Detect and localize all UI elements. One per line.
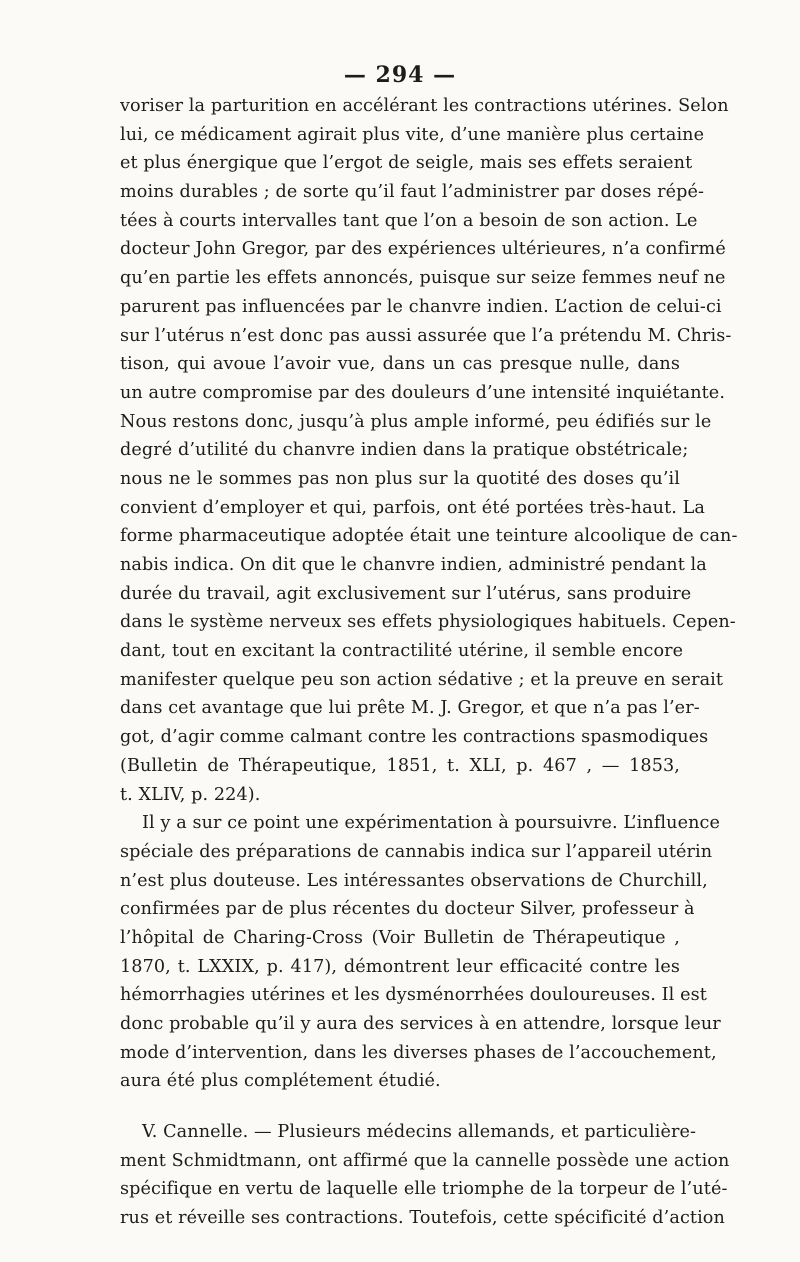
text-line: tison, qui avoue l’avoir vue, dans un cas presque nulle, dans [120,354,680,375]
text-line: voriser la parturition en accélérant les contractions utérines. Selon [120,96,729,116]
section-gap [120,1096,680,1118]
text-line: l’hôpital de Charing-Cross (Voir Bulletin de Thérapeutique , [120,927,680,948]
text-line: qu’en partie les effets annoncés, puisque sur seize femmes neuf ne [120,268,726,289]
text-line: (Bulletin de Thérapeutique, 1851, t. XLI, p. 467 , — 1853, [120,755,680,776]
text-line: donc probable qu’il y aura des services à en attendre, lorsque leur [120,1014,721,1034]
text-line: docteur John Gregor, par des expériences ultérieures, n’a confirmé [120,239,726,260]
text-line: durée du travail, agit exclusivement sur l’utérus, sans produire [120,583,692,604]
text-line: t. XLIV, p. 224). [120,784,261,805]
text-line: forme pharmaceutique adoptée était une teinture alcoolique de can- [120,526,738,547]
text-line: parurent pas influencées par le chanvre indien. L’action de celui-ci [120,296,722,317]
text-line: dans le système nerveux ses effets physiologiques habituels. Cepen- [120,612,736,633]
paragraph-3 [120,1118,730,1233]
text-line: Il y a sur ce point une expérimentation à poursuivre. L’influence [142,813,720,834]
text-line: sur l’utérus n’est donc pas aussi assurée que l’a prétendu M. Chris- [120,325,732,346]
page-body [120,92,738,1233]
text-line: spécifique en vertu de laquelle elle triomphe de la torpeur de l’uté- [120,1179,728,1200]
text-line: Nous restons donc, jusqu’à plus ample informé, peu édifiés sur le [120,411,712,432]
text-line: et plus énergique que l’ergot de seigle, mais ses effets seraient [120,153,693,174]
text-line: convient d’employer et qui, parfois, ont été portées très-haut. La [120,497,706,518]
text-line: rus et réveille ses contractions. Toutefois, cette spécificité d’action [120,1208,725,1229]
paragraph-2 [120,809,721,1096]
text-line: lui, ce médicament agirait plus vite, d’une manière plus certaine [120,124,705,145]
text-line: n’est plus douteuse. Les intéressantes observations de Churchill, [120,870,708,891]
paragraph-1 [120,92,738,809]
text-line: aura été plus complétement étudié. [120,1071,441,1092]
text-line: hémorrhagies utérines et les dysménorrhées douloureuses. Il est [120,985,707,1006]
text-line: ment Schmidtmann, ont affirmé que la cannelle possède une action [120,1150,730,1171]
text-line: spéciale des préparations de cannabis indica sur l’appareil utérin [120,841,713,862]
text-line: dant, tout en excitant la contractilité utérine, il semble encore [120,641,684,662]
text-line: mode d’intervention, dans les diverses phases de l’accouchement, [120,1042,717,1063]
text-line: un autre compromise par des douleurs d’une intensité inquiétante. [120,382,726,403]
text-line: tées à courts intervalles tant que l’on a besoin de son action. Le [120,210,698,231]
text-line: nous ne le sommes pas non plus sur la quotité des doses qu’il [120,468,680,489]
text-line: dans cet avantage que lui prête M. J. Gregor, et que n’a pas l’er- [120,698,700,719]
text-line: moins durables ; de sorte qu’il faut l’administrer par doses répé- [120,182,705,203]
text-line: got, d’agir comme calmant contre les contractions spasmodiques [120,727,709,748]
text-line: degré d’utilité du chanvre indien dans la pratique obstétricale; [120,440,689,461]
text-line: manifester quelque peu son action sédative ; et la preuve en serait [120,669,724,690]
text-line: V. Cannelle. — Plusieurs médecins allemands, et particulière- [142,1122,697,1143]
text-line: 1870, t. LXXIX, p. 417), démontrent leur efficacité contre les [120,956,680,977]
text-line: confirmées par de plus récentes du docteur Silver, professeur à [120,899,695,920]
page-number: — 294 — [343,62,457,88]
text-line: nabis indica. On dit que le chanvre indien, administré pendant la [120,555,707,575]
